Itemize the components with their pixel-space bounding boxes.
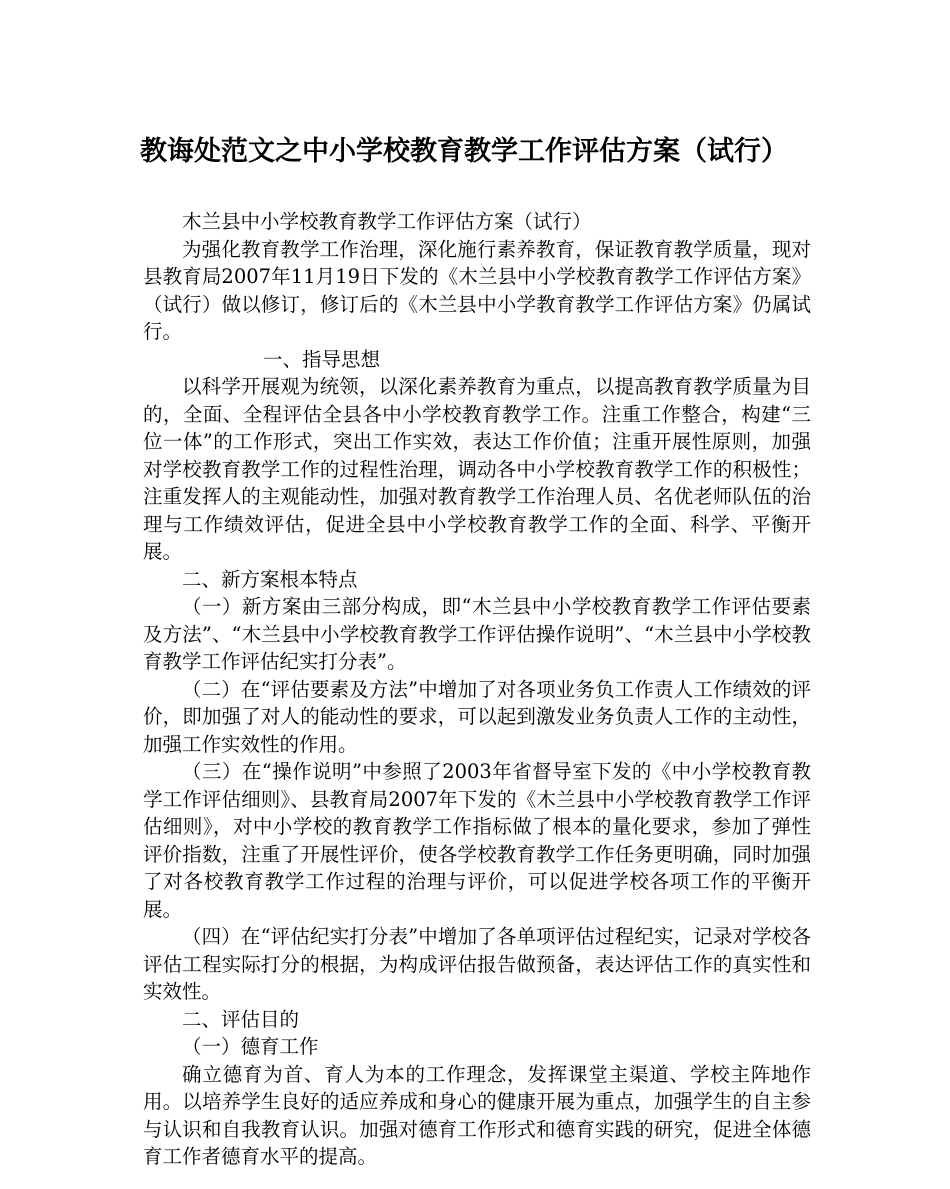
feature-two-paragraph: （二）在“评估要素及方法”中增加了对各项业务负工作责人工作绩效的评价，即加强了对人的能动性的要求，可以起到激发业务负责人工作的主动性，加强工作实效性的作用。	[143, 677, 811, 756]
feature-three-paragraph: （三）在“操作说明”中参照了2003年省督导室下发的《中小学校教育教学工作评估细则》、县教育局2007年下发的《木兰县中小学校教育教学工作评估细则》，对中小学校的教育教学工作指标做了根本的量化要求，参加了弹性评价指数，注重了开展性评价，使各学校教育教学工作任务更明确，同时加强了对各校教育教学工作过程的治理与评价，可以促进学校各项工作的平衡开展。	[143, 760, 811, 921]
section-heading-evaluation-goals: 二、评估目的	[182, 1007, 300, 1031]
document-title: 教诲处范文之中小学校教育教学工作评估方案（试行）	[140, 136, 788, 167]
intro-paragraph: 为强化教育教学工作治理，深化施行素养教育，保证教育教学质量，现对县教育局2007年11月19日下发的《木兰县中小学校教育教学工作评估方案》（试行）做以修订，修订后的《木兰县中小学教育教学工作评估方案》仍属试行。	[143, 237, 811, 343]
guiding-ideology-paragraph: 以科学开展观为统领，以深化素养教育为重点，以提高教育教学质量为目的，全面、全程评估全县各中小学校教育教学工作。注重工作整合，构建“三位一体”的工作形式，突出工作实效，表达工作价值；注重开展性原则，加强对学校教育教学工作的过程性治理，调动各中小学校教育教学工作的积极性；注重发挥人的主观能动性，加强对教育教学工作治理人员、名优老师队伍的治理与工作绩效评估，促进全县中小学校教育教学工作的全面、科学、平衡开展。	[143, 375, 811, 563]
moral-education-paragraph: 确立德育为首、育人为本的工作理念，发挥课堂主渠道、学校主阵地作用。以培养学生良好的适应养成和身心的健康开展为重点，加强学生的自主参与认识和自我教育认识。加强对德育工作形式和德育实践的研究，促进全体德育工作者德育水平的提高。	[143, 1062, 811, 1168]
feature-four-paragraph: （四）在“评估纪实打分表”中增加了各单项评估过程纪实，记录对学校各评估工程实际打分的根据，为构成评估报告做预备，表达评估工作的真实性和实效性。	[143, 925, 811, 1003]
section-heading-basic-features: 二、新方案根本特点	[182, 567, 358, 591]
subsection-heading-moral-education: （一）德育工作	[182, 1035, 319, 1058]
feature-one-paragraph: （一）新方案由三部分构成，即“木兰县中小学校教育教学工作评估要素及方法”、“木兰县中小学校教育教学工作评估操作说明”、“木兰县中小学校教育教学工作评估纪实打分表”。	[143, 595, 811, 673]
section-heading-guiding-ideology: 一、指导思想	[263, 347, 381, 371]
document-body	[143, 208, 811, 1171]
subtitle-paragraph: 木兰县中小学校教育教学工作评估方案（试行）	[182, 210, 592, 233]
